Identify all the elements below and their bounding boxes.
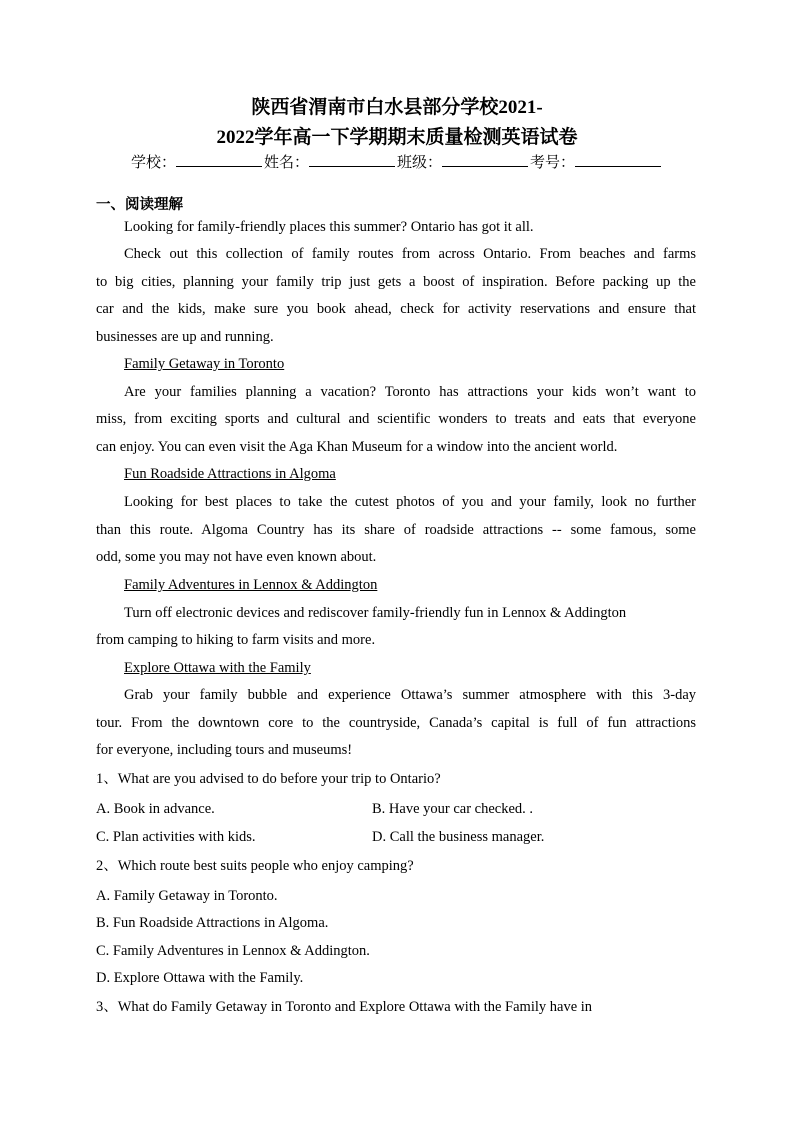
name-blank[interactable] bbox=[309, 152, 395, 167]
passage-line: from camping to hiking to farm visits and more. bbox=[96, 632, 376, 648]
title-line-1: 陕西省渭南市白水县部分学校2021- bbox=[251, 97, 543, 118]
passage-line: for everyone, including tours and museums! bbox=[96, 742, 353, 758]
q2-option-a[interactable]: A. Family Getaway in Toronto. bbox=[96, 888, 278, 904]
exam-no-blank[interactable] bbox=[575, 152, 661, 167]
passage-line: Grab your family bubble and experience Ottawa’s summer atmosphere with this 3-day bbox=[124, 687, 696, 703]
q1-option-c[interactable]: C. Plan activities with kids. bbox=[96, 829, 256, 845]
route-heading-ottawa-text: Explore Ottawa with the Family bbox=[124, 660, 311, 676]
route-heading-ottawa bbox=[124, 657, 696, 679]
exam-no-label: 考号： bbox=[530, 155, 576, 171]
route-heading-lennox bbox=[124, 574, 696, 596]
q2-option-d[interactable]: D. Explore Ottawa with the Family. bbox=[96, 970, 304, 986]
passage-line: to big cities, planning your family trip just gets a boost of inspiration. Before packing up the bbox=[96, 274, 696, 290]
route-heading-lennox-text: Family Adventures in Lennox & Addington bbox=[124, 577, 378, 593]
class-label: 班级： bbox=[397, 155, 443, 171]
passage-intro: Looking for family-friendly places this summer? Ontario has got it all. bbox=[124, 219, 534, 235]
class-blank[interactable] bbox=[442, 152, 528, 167]
passage-line: can enjoy. You can even visit the Aga Khan Museum for a window into the ancient world. bbox=[96, 439, 618, 455]
passage-line: Turn off electronic devices and rediscover family-friendly fun in Lennox & Addington bbox=[124, 605, 627, 621]
q1-option-a[interactable]: A. Book in advance. bbox=[96, 801, 215, 817]
passage-line: Check out this collection of family routes from across Ontario. From beaches and farms bbox=[124, 246, 696, 262]
question-2: 2、Which route best suits people who enjoy camping? bbox=[96, 858, 414, 874]
passage-line: car and the kids, make sure you book ahead, check for activity reservations and ensure that bbox=[96, 301, 696, 317]
passage-line: odd, some you may not have even known about. bbox=[96, 549, 377, 565]
question-1: 1、What are you advised to do before your trip to Ontario? bbox=[96, 771, 441, 787]
route-heading-toronto-text: Family Getaway in Toronto bbox=[124, 356, 285, 372]
q2-option-b[interactable]: B. Fun Roadside Attractions in Algoma. bbox=[96, 915, 329, 931]
passage-line: businesses are up and running. bbox=[96, 329, 274, 345]
school-blank[interactable] bbox=[176, 152, 262, 167]
section-heading: 一、阅读理解 bbox=[96, 197, 183, 213]
school-label: 学校： bbox=[130, 155, 176, 171]
passage-line: than this route. Algoma Country has its share of roadside attractions -- some famous, some bbox=[96, 522, 696, 538]
passage-line: Looking for best places to take the cutest photos of you and your family, look no further bbox=[124, 494, 696, 510]
route-heading-algoma-text: Fun Roadside Attractions in Algoma bbox=[124, 466, 336, 482]
passage-line: tour. From the downtown core to the countryside, Canada’s capital is full of fun attractions bbox=[96, 715, 696, 731]
question-3: 3、What do Family Getaway in Toronto and Explore Ottawa with the Family have in bbox=[96, 999, 593, 1015]
name-label: 姓名： bbox=[263, 155, 309, 171]
route-heading-toronto bbox=[124, 353, 696, 375]
q1-option-b[interactable]: B. Have your car checked. . bbox=[372, 801, 534, 817]
q1-option-d[interactable]: D. Call the business manager. bbox=[372, 829, 545, 845]
student-info-row bbox=[0, 152, 794, 174]
passage-line: miss, from exciting sports and cultural and scientific wonders to treats and eats that everyone bbox=[96, 411, 696, 427]
title-line-2: 2022学年高一下学期期末质量检测英语试卷 bbox=[216, 127, 578, 148]
q2-option-c[interactable]: C. Family Adventures in Lennox & Addington. bbox=[96, 943, 370, 959]
route-heading-algoma bbox=[124, 463, 696, 485]
passage-line: Are your families planning a vacation? Toronto has attractions your kids won’t want to bbox=[124, 384, 696, 400]
